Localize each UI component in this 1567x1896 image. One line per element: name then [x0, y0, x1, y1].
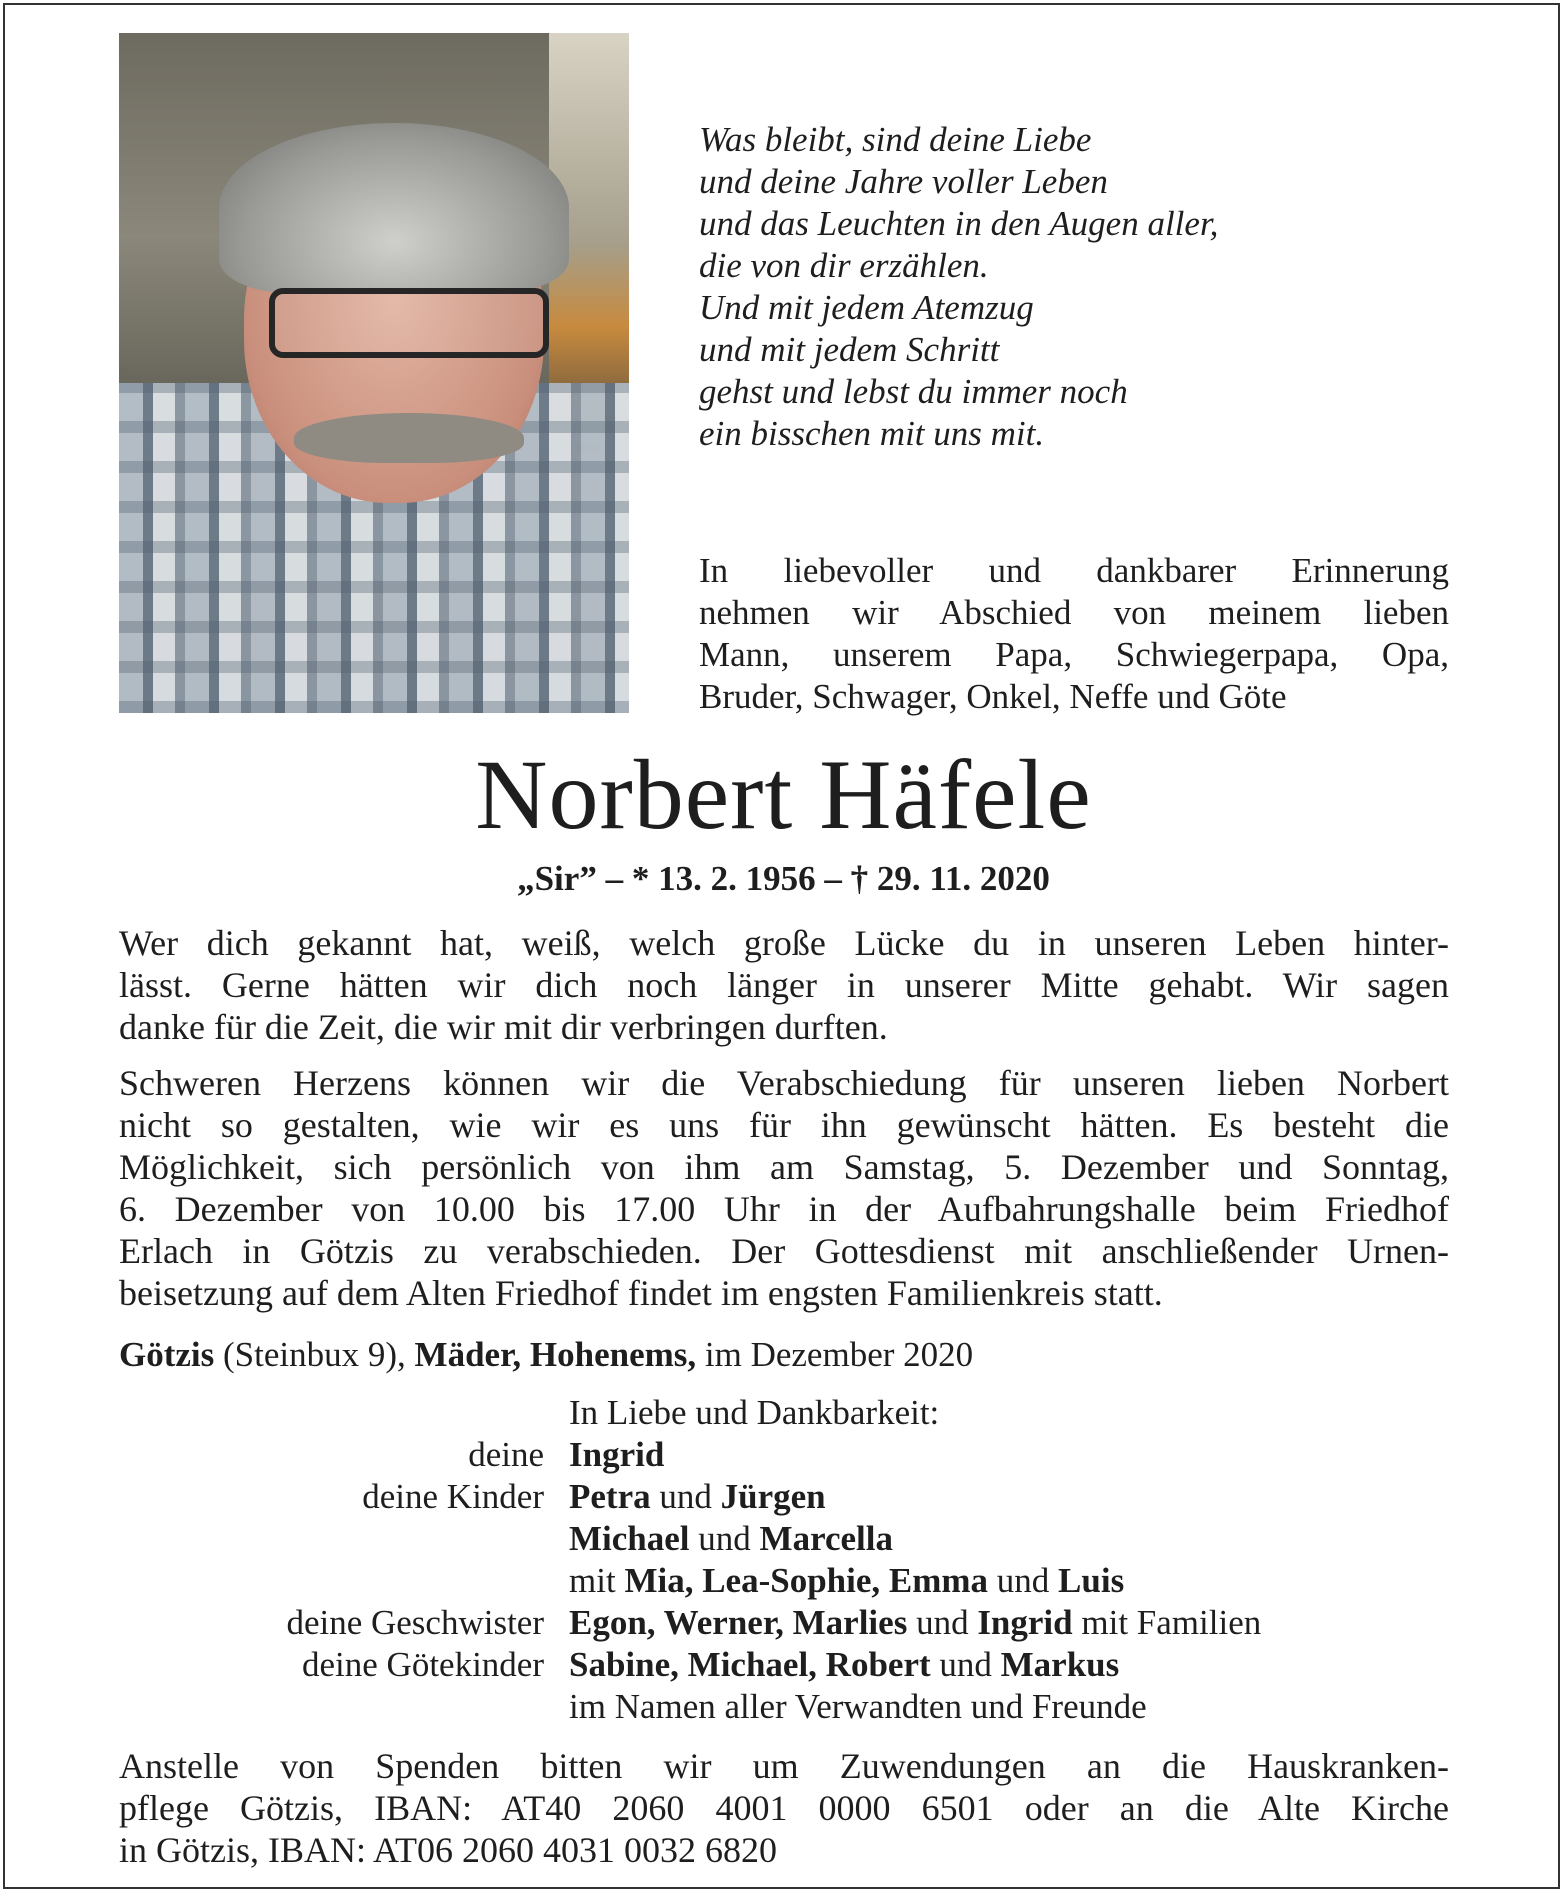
relation-label: [119, 1518, 544, 1560]
text-line: pflege Götzis, IBAN: AT40 2060 4001 0000 6501 oder an die Alte Kirche: [119, 1788, 1449, 1828]
family-row: [119, 1518, 1449, 1560]
text-line: die von dir erzählen.: [699, 246, 989, 285]
text-line: Bruder, Schwager, Onkel, Neffe und Göte: [699, 677, 1287, 716]
text-segment: und: [930, 1645, 1001, 1684]
family-row: [119, 1392, 1449, 1434]
family-row: [119, 1476, 1449, 1518]
bold-text-segment: Petra: [569, 1477, 651, 1516]
text-line: Und mit jedem Atemzug: [699, 288, 1034, 327]
family-names: [569, 1686, 1147, 1728]
text-segment: mit: [569, 1561, 625, 1600]
bold-text-segment: Ingrid: [569, 1435, 665, 1474]
paragraph-farewell: [119, 1062, 1449, 1314]
family-row: [119, 1686, 1449, 1728]
text-line: lässt. Gerne hätten wir dich noch länger in unserer Mitte gehabt. Wir sagen: [119, 965, 1449, 1005]
bold-text-segment: Götzis: [119, 1335, 215, 1374]
bold-text-segment: Markus: [1000, 1645, 1120, 1684]
poem: [699, 119, 1218, 455]
text-line: Erlach in Götzis zu verabschieden. Der Gottesdienst mit anschließender Urnen-: [119, 1231, 1449, 1271]
text-segment: mit Familien: [1072, 1603, 1262, 1642]
donation-note: [119, 1745, 1449, 1871]
text-line: beisetzung auf dem Alten Friedhof findet im engsten Familienkreis statt.: [119, 1273, 1163, 1313]
text-line: und mit jedem Schritt: [699, 330, 1000, 369]
bold-text-segment: Marcella: [759, 1519, 893, 1558]
text-segment: (Steinbux 9),: [214, 1335, 415, 1374]
family-names: [569, 1644, 1119, 1686]
bold-text-segment: Ingrid: [977, 1603, 1073, 1642]
family-row: [119, 1434, 1449, 1476]
bold-text-segment: Jürgen: [720, 1477, 826, 1516]
bold-text-segment: Luis: [1058, 1561, 1125, 1600]
text-segment: In Liebe und Dankbarkeit:: [569, 1393, 940, 1432]
family-row: [119, 1560, 1449, 1602]
deceased-name: Norbert Häfele: [475, 739, 1092, 850]
deceased-dates: „Sir” – * 13. 2. 1956 – † 29. 11. 2020: [517, 859, 1050, 898]
relation-label: deine Götekinder: [302, 1645, 544, 1684]
text-line: gehst und lebst du immer noch: [699, 372, 1128, 411]
photo-hair: [219, 123, 569, 293]
portrait-photo: [119, 33, 629, 713]
family-names: [569, 1518, 893, 1560]
text-segment: und: [907, 1603, 978, 1642]
relation-label: [119, 1392, 544, 1434]
text-line: und das Leuchten in den Augen aller,: [699, 204, 1219, 243]
family-names: [569, 1476, 826, 1518]
photo-mustache: [294, 413, 524, 463]
photo-glasses: [269, 288, 549, 358]
family-row: [119, 1644, 1449, 1686]
relation-label: deine: [468, 1435, 544, 1474]
bold-text-segment: Mäder, Hohenems,: [414, 1335, 697, 1374]
bold-text-segment: Michael: [569, 1519, 690, 1558]
text-segment: im Dezember 2020: [696, 1335, 974, 1374]
family-list: [119, 1392, 1449, 1728]
text-line: nehmen wir Abschied von meinem lieben: [699, 593, 1449, 632]
text-line: Was bleibt, sind deine Liebe: [699, 120, 1092, 159]
relation-label: deine Geschwister: [286, 1603, 544, 1642]
place-date-line: [119, 1334, 973, 1376]
text-line: Anstelle von Spenden bitten wir um Zuwendungen an die Hauskranken-: [119, 1746, 1449, 1786]
family-names: [569, 1434, 664, 1476]
family-names: [569, 1602, 1261, 1644]
text-line: in Götzis, IBAN: AT06 2060 4031 0032 6820: [119, 1830, 778, 1870]
family-row: [119, 1602, 1449, 1644]
bold-text-segment: Egon, Werner, Marlies: [569, 1603, 908, 1642]
paragraph-memory: [119, 922, 1449, 1048]
text-line: nicht so gestalten, wie wir es uns für ihn gewünscht hätten. Es besteht die: [119, 1105, 1449, 1145]
relation-label: deine Kinder: [362, 1477, 544, 1516]
family-names: [569, 1392, 939, 1434]
relation-label: [119, 1686, 544, 1728]
text-line: 6. Dezember von 10.00 bis 17.00 Uhr in der Aufbahrungshalle beim Friedhof: [119, 1189, 1449, 1229]
text-line: danke für die Zeit, die wir mit dir verbringen durften.: [119, 1007, 888, 1047]
text-line: Mann, unserem Papa, Schwiegerpapa, Opa,: [699, 635, 1449, 674]
text-line: Schweren Herzens können wir die Verabschiedung für unseren lieben Norbert: [119, 1063, 1449, 1103]
text-line: ein bisschen mit uns mit.: [699, 414, 1045, 453]
intro-text: [699, 550, 1449, 718]
text-segment: und: [689, 1519, 760, 1558]
bold-text-segment: Sabine, Michael, Robert: [569, 1645, 931, 1684]
text-line: In liebevoller und dankbarer Erinnerung: [699, 551, 1449, 590]
text-line: und deine Jahre voller Leben: [699, 162, 1108, 201]
bold-text-segment: Mia, Lea-Sophie, Emma: [624, 1561, 989, 1600]
text-segment: im Namen aller Verwandten und Freunde: [569, 1687, 1147, 1726]
text-segment: und: [650, 1477, 721, 1516]
text-segment: und: [988, 1561, 1059, 1600]
text-line: Wer dich gekannt hat, weiß, welch große Lücke du in unseren Leben hinter-: [119, 923, 1449, 963]
relation-label: [119, 1560, 544, 1602]
text-line: Möglichkeit, sich persönlich von ihm am Samstag, 5. Dezember und Sonntag,: [119, 1147, 1449, 1187]
family-names: [569, 1560, 1124, 1602]
